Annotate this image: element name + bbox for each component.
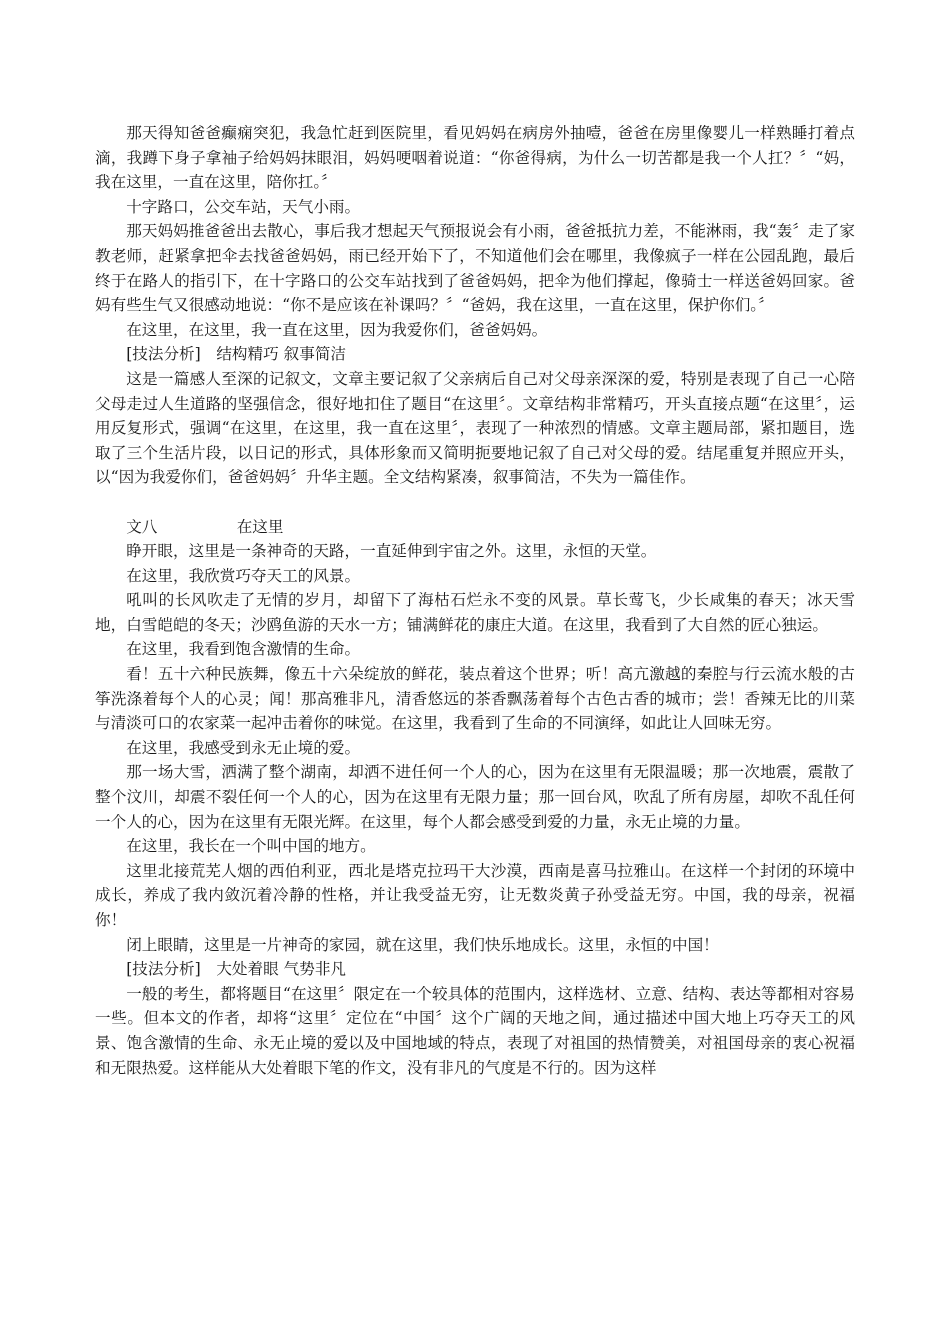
essay-title: 在这里 — [236, 517, 284, 536]
essay-title-line — [95, 515, 855, 540]
document-page — [95, 121, 855, 1080]
paragraph: 吼叫的长风吹走了无情的岁月，却留下了海枯石烂永不变的风景。草长莺飞，少长咸集的春天；冰天雪地，白雪皑皑的冬天；沙鸥鱼游的天水一方；铺满鲜花的康庄大道。在这里，我看到了大自然的匠心独运。 — [95, 591, 855, 634]
paragraph: 在这里，在这里，我一直在这里，因为我爱你们，爸爸妈妈。 — [126, 320, 548, 339]
paragraph: 这里北接荒芜人烟的西伯利亚，西北是塔克拉玛干大沙漠，西南是喜马拉雅山。在这样一个封闭的环境中成长，养成了我内敛沉着冷静的性格，并让我受益无穷，让无数炎黄子孙受益无穷。中国，我的母亲，祝福你！ — [95, 861, 855, 929]
paragraph: 十字路口，公交车站，天气小雨。 — [126, 197, 361, 216]
paragraph: 那天得知爸爸癫痫突犯，我急忙赶到医院里，看见妈妈在病房外抽噎，爸爸在房里像婴儿一样熟睡打着点滴，我蹲下身子拿袖子给妈妈抹眼泪，妈妈哽咽着说道：“你爸得病，为什么一切苦都是我一个人扛？〞“妈，我在这里，一直在这里，陪你扛。〞 — [95, 124, 855, 192]
paragraph: 在这里，我感受到永无止境的爱。 — [126, 738, 361, 757]
paragraph: 那天妈妈推爸爸出去散心，事后我才想起天气预报说会有小雨，爸爸抵抗力差，不能淋雨，我“轰〞走了家教老师，赶紧拿把伞去找爸爸妈妈，雨已经开始下了，不知道他们会在哪里，我像疯子一样在公园乱跑，最后终于在路人的指引下，在十字路口的公交车站找到了爸爸妈妈，把伞为他们撑起，像骑士一样送爸妈回家。爸妈有些生气又很感动地说：“你不是应该在补课吗？〞“爸妈，我在这里，一直在这里，保护你们。〞 — [95, 222, 855, 315]
paragraph: 看！五十六种民族舞，像五十六朵绽放的鲜花，装点着这个世界；听！高亢激越的秦腔与行云流水般的古筝洗涤着每个人的心灵；闻！那高雅非凡，清香悠远的茶香飘荡着每个古色古香的城市；尝！香辣无比的川菜与清淡可口的农家菜一起冲击着你的味觉。在这里，我看到了生命的不同演绎，如此让人回味无穷。 — [95, 665, 855, 733]
paragraph: 闭上眼睛，这里是一片神奇的家园，就在这里，我们快乐地成长。这里，永恒的中国！ — [126, 935, 719, 954]
paragraph: 睁开眼，这里是一条神奇的天路，一直延伸到宇宙之外。这里，永恒的天堂。 — [126, 542, 657, 561]
paragraph: 在这里，我看到饱含激情的生命。 — [126, 640, 361, 659]
analysis-heading: [技法分析] 结构精巧 叙事简洁 — [126, 345, 347, 364]
paragraph: 在这里，我欣赏巧夺天工的风景。 — [126, 566, 361, 585]
paragraph: 在这里，我长在一个叫中国的地方。 — [126, 837, 376, 856]
paragraph: 那一场大雪，洒满了整个湖南，却洒不进任何一个人的心，因为在这里有无限温暖；那一次地震，震散了整个汶川，却震不裂任何一个人的心，因为在这里有无限力量；那一回台风，吹乱了所有房屋，却吹不乱任何一个人的心，因为在这里有无限光辉。在这里，每个人都会感受到爱的力量，永无止境的力量。 — [95, 763, 855, 831]
analysis-paragraph: 这是一篇感人至深的记叙文，文章主要记叙了父亲病后自己对父母亲深深的爱，特别是表现了自己一心陪父母走过人生道路的坚强信念，很好地扣住了题目“在这里〞。文章结构非常精巧，开头直接点题“在这里〞，运用反复形式，强调“在这里，在这里，我一直在这里〞，表现了一种浓烈的情感。文章主题局部，紧扣题目，选取了三个生活片段，以日记的形式，具体形象而又简明扼要地记叙了自己对父母的爱。结尾重复并照应开头，以“因为我爱你们，爸爸妈妈〞升华主题。全文结构紧凑，叙事简洁，不失为一篇佳作。 — [95, 369, 855, 487]
analysis-heading: [技法分析] 大处着眼 气势非凡 — [126, 960, 347, 979]
analysis-paragraph: 一般的考生，都将题目“在这里〞限定在一个较具体的范围内，这样选材、立意、结构、表达等都相对容易一些。但本文的作者，却将“这里〞定位在“中国〞这个广阔的天地之间，通过描述中国大地上巧夺天工的风景、饱含激情的生命、永无止境的爱以及中国地域的特点，表现了对祖国的热情赞美，对祖国母亲的衷心祝福和无限热爱。这样能从大处着眼下笔的作文，没有非凡的气度是不行的。因为这样 — [95, 984, 855, 1077]
essay-label: 文八 — [126, 517, 158, 536]
